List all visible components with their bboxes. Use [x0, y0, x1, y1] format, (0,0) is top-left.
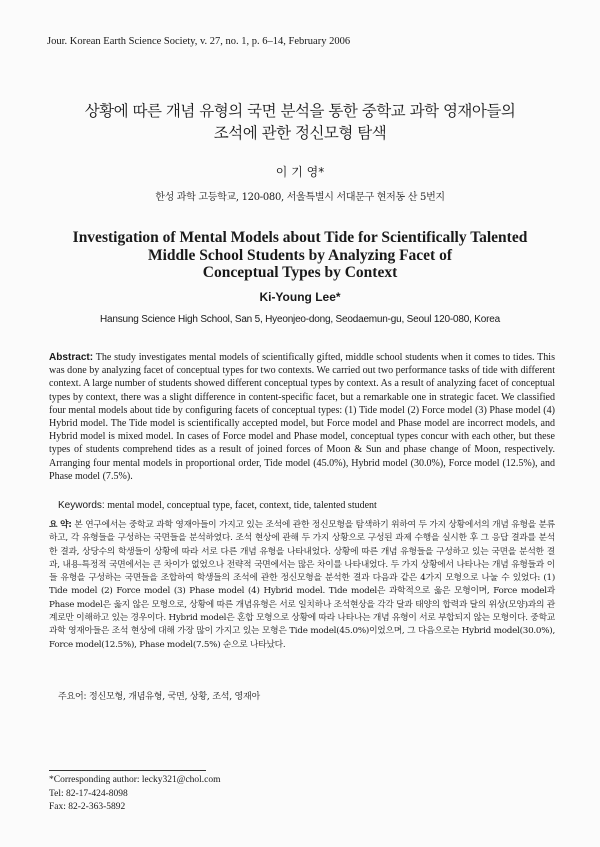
- abstract-label: Abstract:: [49, 352, 94, 363]
- corresponding-author-note: *Corresponding author: lecky321@chol.com: [49, 775, 221, 785]
- korean-author: 이 기 영*: [275, 165, 325, 179]
- korean-affiliation: 한성 과학 고등학교, 120-080, 서울특별시 서대문구 현저동 산 5번지: [155, 192, 445, 203]
- english-title-line: Middle School Students by Analyzing Facet of: [148, 246, 452, 264]
- telephone-note: Tel: 82-17-424-8098: [49, 788, 128, 799]
- abstract-text: The study investigates mental models of scientifically gifted, middle school students when it comes to tides. This was done by analyzing facet of conceptual types for two contexts. We carried out two performance tasks of tide with different context. A large number of students showed different conceptual types by context. As a result of analyzing facet of conceptual types by context, there was a slight difference in content-specific facet, but a remarkable one in strategic facet. We classified four mental models about tide by configuring facets of conceptual types: (1) Tide model (2) Force model (3) Phase model (4) Hybrid model. The Tide model is scientifically accepted model, but Force model and Phase model are incorrect models, and Hybrid model is mixed model. In cases of Force model and Phase model, conceptual types concur with each other, but these types of students comprehend tides as a result of joined forces of Moon & Sun and phase change of Moon, respectively. Arranging four mental models in proportional order, Tide model (45.0%), Hybrid model (30.0%), Force model (12.5%), and Phase model (7.5%).: [49, 352, 556, 482]
- english-title: [30, 229, 570, 282]
- footnote-divider: [49, 770, 206, 771]
- keywords-text: mental model, conceptual type, facet, context, tide, talented student: [104, 500, 377, 511]
- korean-title-line: 조석에 관한 정신모형 탐색: [213, 124, 387, 142]
- english-title-line: Conceptual Types by Context: [202, 264, 398, 281]
- korean-abstract-label: 요 약:: [49, 520, 72, 530]
- korean-keywords-label: 주요어:: [58, 692, 87, 702]
- korean-abstract-text: 본 연구에서는 중학교 과학 영재아들이 가지고 있는 조석에 관한 정신모형을 탐색하기 위하여 두 가지 상황에서의 개념 유형을 분류하고, 각 유형들을 구성하는 국면들을 분석하였다. 조석 현상에 관해 두 가지 상황으로 구성된 과제 수행을 실시한 후 그 응답 결과를 분석한 결과, 상당수의 학생들이 상황에 따라 서로 다른 개념 유형을 나타내었다. 상황에 따른 개념 유형들을 구성하고 있는 국면을 분석한 결과, 내용-특정적 국면에서는 큰 차이가 없었으나 전략적 국면에서는 많은 차이를 나타내었다. 두 가지 상황에서 나타나는 개념 유형들과 이들 유형을 구성하는 국면들을 조합하여 학생들의 조석에 관한 정신모형을 분석한 결과 다음과 같은 4가지 모형으로 나눌 수 있었다: (1) Tide model (2) Force model (3) Phase model (4) Hybrid model. Tide model은 과학적으로 옳은 모형이며, Force model과 Phase model은 옳지 않은 모형으로, 상황에 따른 개념유형은 서로 일치하나 조석현상을 각각 달과 태양의 합력과 달의 위상(모양)과의 관계로만 이해하고 있는 경우이다. Hybrid model은 혼합 모형으로 상황에 따라 나타나는 개념 유형이 서로 부합되지 않는 모형이다. 중학교 과학 영재아들은 조석 현상에 대해 가장 많이 가지고 있는 모형은 Tide model(45.0%)이었으며, 그 다음으로는 Hybrid model(30.0%), Force model(12.5%), Phase model(7.5%) 순으로 나타났다.: [49, 520, 555, 650]
- abstract: [49, 351, 555, 483]
- english-title-line: Investigation of Mental Models about Tide for Scientifically Talented: [72, 229, 528, 246]
- korean-keywords: [58, 689, 558, 702]
- keywords-label: Keywords:: [58, 500, 105, 511]
- english-affiliation: Hansung Science High School, San 5, Hyeonjeo-dong, Seodaemun-gu, Seoul 120-080, Korea: [100, 314, 500, 325]
- korean-title: [40, 100, 560, 144]
- korean-title-line: 상황에 따른 개념 유형의 국면 분석을 통한 중학교 과학 영재아들의: [84, 102, 516, 120]
- footnotes: [49, 774, 349, 815]
- keywords: [58, 500, 558, 511]
- fax-note: Fax: 82-2-363-5892: [49, 802, 126, 812]
- korean-abstract: [49, 519, 555, 652]
- korean-keywords-text: 정신모형, 개념유형, 국면, 상황, 조석, 영재아: [86, 692, 260, 702]
- journal-citation: Jour. Korean Earth Science Society, v. 27, no. 1, p. 6–14, February 2006: [47, 36, 351, 47]
- english-author: Ki-Young Lee*: [259, 290, 341, 304]
